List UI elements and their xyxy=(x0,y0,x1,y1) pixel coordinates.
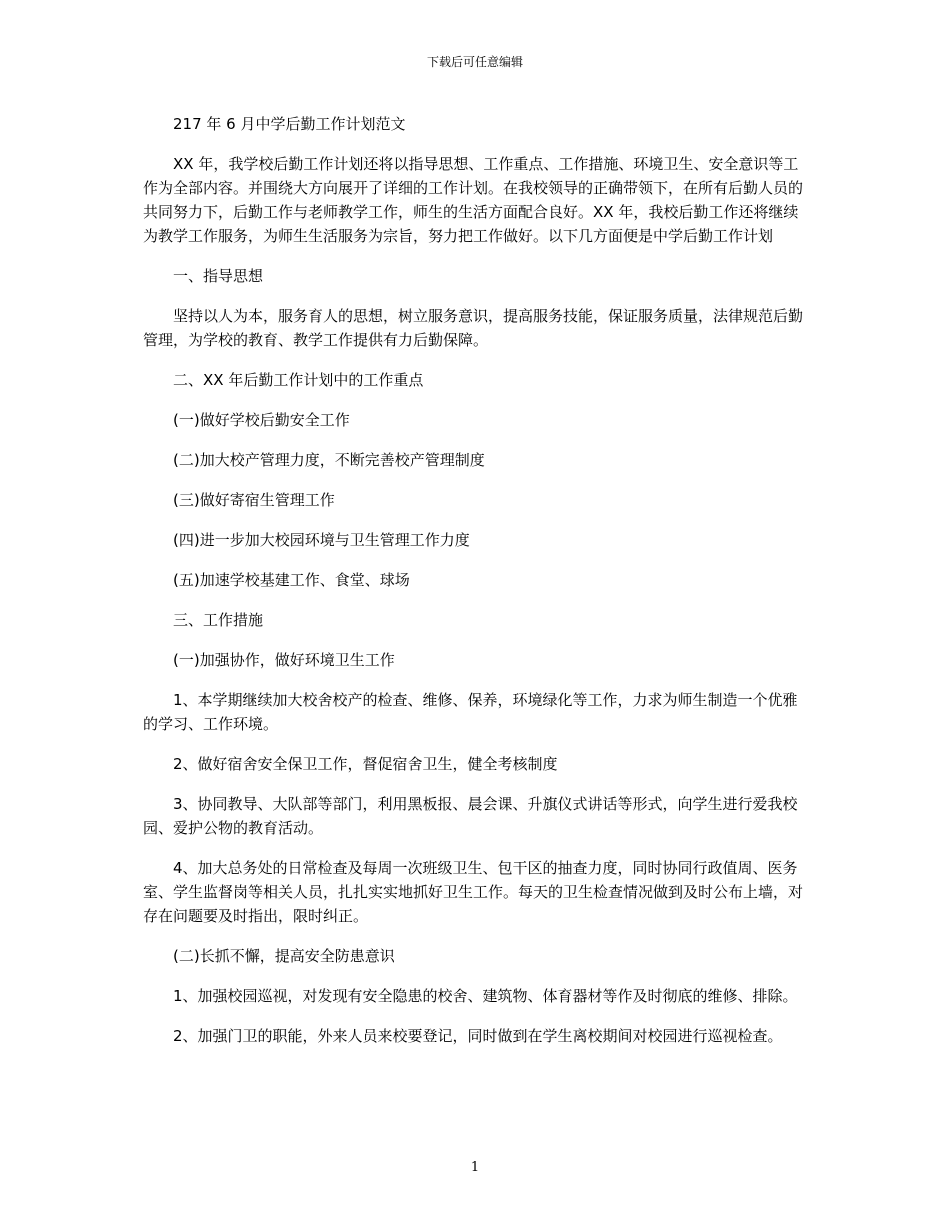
section-heading: 一、指导思想 xyxy=(173,267,264,285)
section-heading: 三、工作措施 xyxy=(173,611,264,629)
page-number: 1 xyxy=(470,1160,480,1175)
list-item: 3、协同教导、大队部等部门，利用黑板报、晨会课、升旗仪式讲话等形式，向学生进行爱我校园、爱护公物的教育活动。 xyxy=(143,795,798,837)
section-heading: 二、XX 年后勤工作计划中的工作重点 xyxy=(173,371,424,389)
paragraph: 坚持以人为本，服务育人的思想，树立服务意识，提高服务技能，保证服务质量，法律规范后勤管理，为学校的教育、教学工作提供有力后勤保障。 xyxy=(143,307,804,349)
list-item: 2、做好宿舍安全保卫工作，督促宿舍卫生，健全考核制度 xyxy=(173,755,558,773)
list-item: 2、加强门卫的职能，外来人员来校要登记，同时做到在学生离校期间对校园进行巡视检查。 xyxy=(173,1027,783,1045)
paragraph: XX 年，我学校后勤工作计划还将以指导思想、工作重点、工作措施、环境卫生、安全意识等工作为全部内容。并围绕大方向展开了详细的工作计划。在我校领导的正确带领下，在所有后勤人员的共同努力下，后勤工作与老师教学工作，师生的生活方面配合良好。XX 年，我校后勤工作还将继续为教学工作服务，为师生生活服务为宗旨，努力把工作做好。以下几方面便是中学后勤工作计划 xyxy=(143,155,804,245)
list-item: (四)进一步加大校园环境与卫生管理工作力度 xyxy=(173,531,470,549)
list-item: (三)做好寄宿生管理工作 xyxy=(173,491,335,509)
list-item: (五)加速学校基建工作、食堂、球场 xyxy=(173,571,410,589)
list-item: 1、加强校园巡视，对发现有安全隐患的校舍、建筑物、体育器材等作及时彻底的维修、排除。 xyxy=(173,987,798,1005)
subsection-heading: (二)长抓不懈，提高安全防患意识 xyxy=(173,947,395,965)
subsection-heading: (一)加强协作，做好环境卫生工作 xyxy=(173,651,395,669)
list-item: 1、本学期继续加大校舍校产的检查、维修、保养，环境绿化等工作，力求为师生制造一个优雅的学习、工作环境。 xyxy=(143,691,798,733)
list-item: (一)做好学校后勤安全工作 xyxy=(173,411,350,429)
list-item: (二)加大校产管理力度，不断完善校产管理制度 xyxy=(173,451,485,469)
document-title: 217 年 6 月中学后勤工作计划范文 xyxy=(173,115,406,133)
document-body xyxy=(143,112,810,1064)
page-header: 下载后可任意编辑 xyxy=(426,55,523,69)
list-item: 4、加大总务处的日常检查及每周一次班级卫生、包干区的抽查力度，同时协同行政值周、医务室、学生监督岗等相关人员，扎扎实实地抓好卫生工作。每天的卫生检查情况做到及时公布上墙，对存在问题要及时指出，限时纠正。 xyxy=(143,859,804,925)
